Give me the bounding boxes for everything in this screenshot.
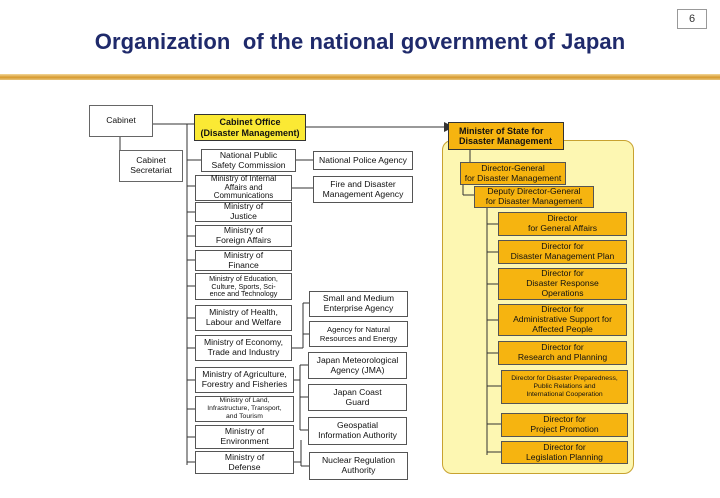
ministry-box: National Public Safety Commission: [201, 149, 296, 172]
director-box: Director for General Affairs: [498, 212, 627, 236]
deputy-director-general-box: Deputy Director-General for Disaster Management: [474, 186, 594, 208]
ministry-box: Ministry of Internal Affairs and Communications: [195, 175, 292, 201]
ministry-box: Ministry of Environment: [195, 425, 294, 449]
agency-box: Japan Coast Guard: [308, 384, 407, 411]
ministry-box: Ministry of Agriculture, Forestry and Fisheries: [195, 367, 294, 393]
director-box: Director for Legislation Planning: [501, 441, 628, 464]
cabinet-secretariat-box: Cabinet Secretariat: [119, 150, 183, 182]
ministry-box: Ministry of Finance: [195, 250, 292, 271]
agency-box: Agency for Natural Resources and Energy: [309, 321, 408, 347]
cabinet-box: Cabinet: [89, 105, 153, 137]
agency-box: Small and Medium Enterprise Agency: [309, 291, 408, 317]
ministry-box: Ministry of Health, Labour and Welfare: [195, 305, 292, 331]
director-box: Director for Disaster Response Operations: [498, 268, 627, 300]
ministry-box: Ministry of Justice: [195, 202, 292, 222]
cabinet-office-box: Cabinet Office (Disaster Management): [194, 114, 306, 141]
agency-box: Nuclear Regulation Authority: [309, 452, 408, 480]
ministry-box: Ministry of Foreign Affairs: [195, 225, 292, 247]
director-box: Director for Disaster Preparedness, Public Relations and International Cooperation: [501, 370, 628, 404]
slide-title: Organization of the national government of Japan: [94, 29, 626, 54]
director-box: Director for Research and Planning: [498, 341, 627, 365]
director-box: Director for Administrative Support for Affected People: [498, 304, 627, 336]
agency-box: Fire and Disaster Management Agency: [313, 176, 413, 203]
page-number: 6: [677, 9, 707, 29]
minister-box: Minister of State for Disaster Management: [448, 122, 564, 150]
ministry-box: Ministry of Land, Infrastructure, Transport, and Tourism: [195, 396, 294, 422]
agency-box: National Police Agency: [313, 151, 413, 170]
agency-box: Geospatial Information Authority: [308, 417, 407, 445]
director-box: Director for Disaster Management Plan: [498, 240, 627, 264]
director-general-box: Director-General for Disaster Management: [460, 162, 566, 185]
director-box: Director for Project Promotion: [501, 413, 628, 437]
ministry-box: Ministry of Education, Culture, Sports, Sci- ence and Technology: [195, 273, 292, 300]
agency-box: Japan Meteorological Agency (JMA): [308, 352, 407, 379]
ministry-box: Ministry of Economy, Trade and Industry: [195, 335, 292, 361]
ministry-box: Ministry of Defense: [195, 451, 294, 474]
